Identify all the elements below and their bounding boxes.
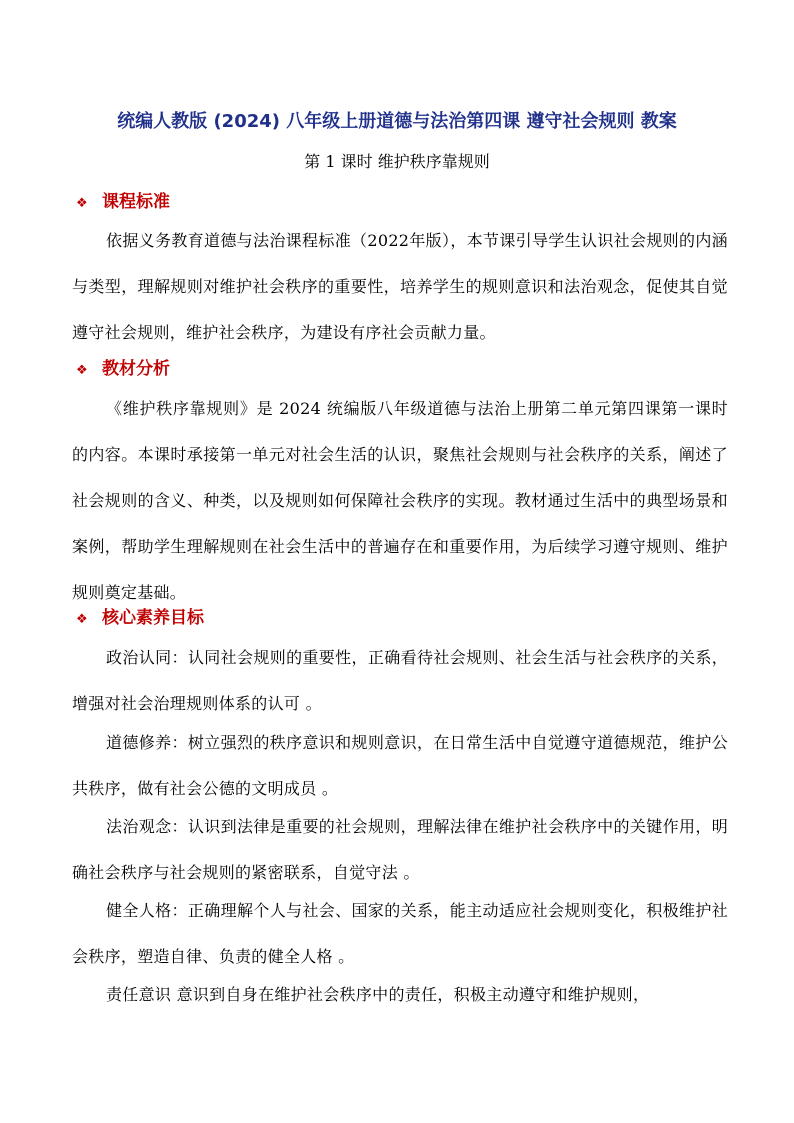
paragraph-sound-personality: 健全人格：正确理解个人与社会、国家的关系，能主动适应社会规则变化，积极维护社会秩序，塑造自律、负责的健全人格 。 bbox=[72, 901, 728, 966]
section-heading-curriculum-standard bbox=[76, 191, 170, 215]
lesson-subtitle: 第 1 课时 维护秩序靠规则 bbox=[304, 152, 490, 171]
diamond-bullet-icon: ❖ bbox=[76, 196, 88, 211]
paragraph: 依据义务教育道德与法治课程标准（2022年版），本节课引导学生认识社会规则的内涵与类型，理解规则对维护社会秩序的重要性，培养学生的规则意识和法治观念，促使其自觉遵守社会规则，维护社会秩序，为建设有序社会贡献力量。 bbox=[72, 231, 728, 342]
paragraph: 《维护秩序靠规则》是 2024 统编版八年级道德与法治上册第二单元第四课第一课时的内容。本课时承接第一单元对社会生活的认识，聚焦社会规则与社会秩序的关系，阐述了社会规则的含义、种类，以及规则如何保障社会秩序的实现。教材通过生活中的典型场景和案例，帮助学生理解规则在社会生活中的普遍存在和重要作用，为后续学习遵守规则、维护规则奠定基础。 bbox=[72, 399, 728, 602]
paragraph-sense-of-responsibility: 责任意识 意识到自身在维护社会秩序中的责任，积极主动遵守和维护规则， bbox=[106, 985, 650, 1004]
diamond-bullet-icon: ❖ bbox=[76, 612, 88, 627]
section-heading-textbook-analysis bbox=[76, 358, 170, 382]
paragraph-rule-of-law: 法治观念：认识到法律是重要的社会规则，理解法律在维护社会秩序中的关键作用，明确社会秩序与社会规则的紧密联系，自觉守法 。 bbox=[72, 817, 728, 882]
section-heading-core-literacy-goals bbox=[76, 607, 204, 631]
section-heading-text: 核心素养目标 bbox=[102, 608, 204, 628]
document-title: 统编人教版 (2024) 八年级上册道德与法治第四课 遵守社会规则 教案 bbox=[117, 111, 677, 132]
diamond-bullet-icon: ❖ bbox=[76, 363, 88, 378]
section-heading-text: 教材分析 bbox=[102, 359, 170, 379]
paragraph-political-identity: 政治认同：认同社会规则的重要性，正确看待社会规则、社会生活与社会秩序的关系，增强对社会治理规则体系的认可 。 bbox=[72, 648, 728, 713]
section-heading-text: 课程标准 bbox=[102, 192, 170, 212]
paragraph-moral-cultivation: 道德修养：树立强烈的秩序意识和规则意识，在日常生活中自觉遵守道德规范，维护公共秩序，做有社会公德的文明成员 。 bbox=[72, 733, 728, 798]
